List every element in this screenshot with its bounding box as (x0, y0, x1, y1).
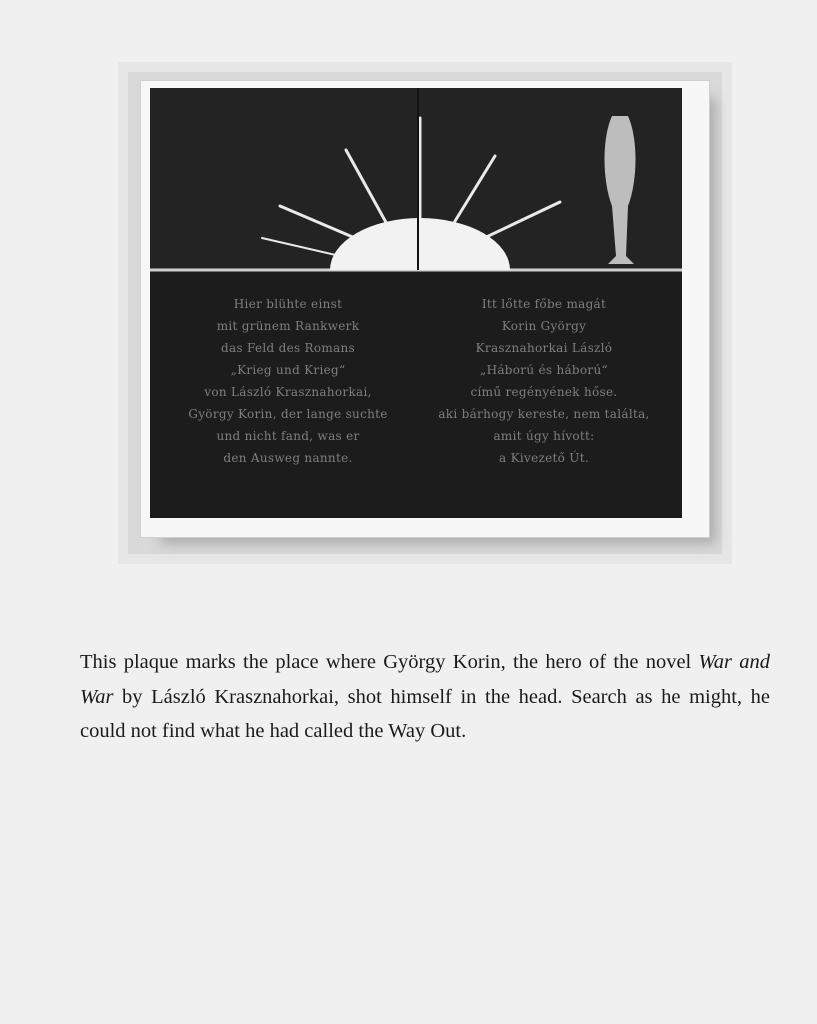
novel-title: War and War (80, 651, 770, 708)
caption-text-end: by László Krasznahorkai, shot himself in the head. Search as he might, he could not find what he had called the Way Out. (80, 685, 770, 742)
engraving-line: Hier blühte einst (233, 297, 343, 311)
engraving-line: György Korin, der lange suchte (188, 407, 388, 421)
engraving-line: das Feld des Romans (220, 341, 356, 355)
engraving-line: Itt lőtte főbe magát (481, 297, 607, 311)
engraving-line: „Krieg und Krieg“ (230, 363, 346, 377)
engraving-left-column (160, 293, 416, 469)
figure-caption (80, 645, 770, 749)
caption-text-start: This plaque marks the place where György Korin, the hero of the novel (80, 651, 699, 673)
engraving-line: amit úgy hívott: (493, 429, 595, 443)
engraving-line: und nicht fand, was er (216, 429, 360, 443)
engraving-line: mit grünem Rankwerk (216, 319, 360, 333)
engraving-line: Korin György (501, 319, 587, 333)
engraving-line: című regényének hőse. (470, 385, 618, 399)
memorial-plaque (150, 88, 682, 518)
engraving-right-column (416, 293, 672, 469)
engraving-line: von László Krasznahorkai, (204, 385, 372, 399)
engraving-line: a Kivezető Út. (499, 451, 589, 465)
engraving-line: den Ausweg nannte. (223, 451, 353, 465)
engraving-line: aki bárhogy kereste, nem találta, (438, 407, 650, 421)
engraving-line: Krasznahorkai László (475, 341, 613, 355)
engraving-line: „Háború és háború“ (480, 363, 608, 377)
